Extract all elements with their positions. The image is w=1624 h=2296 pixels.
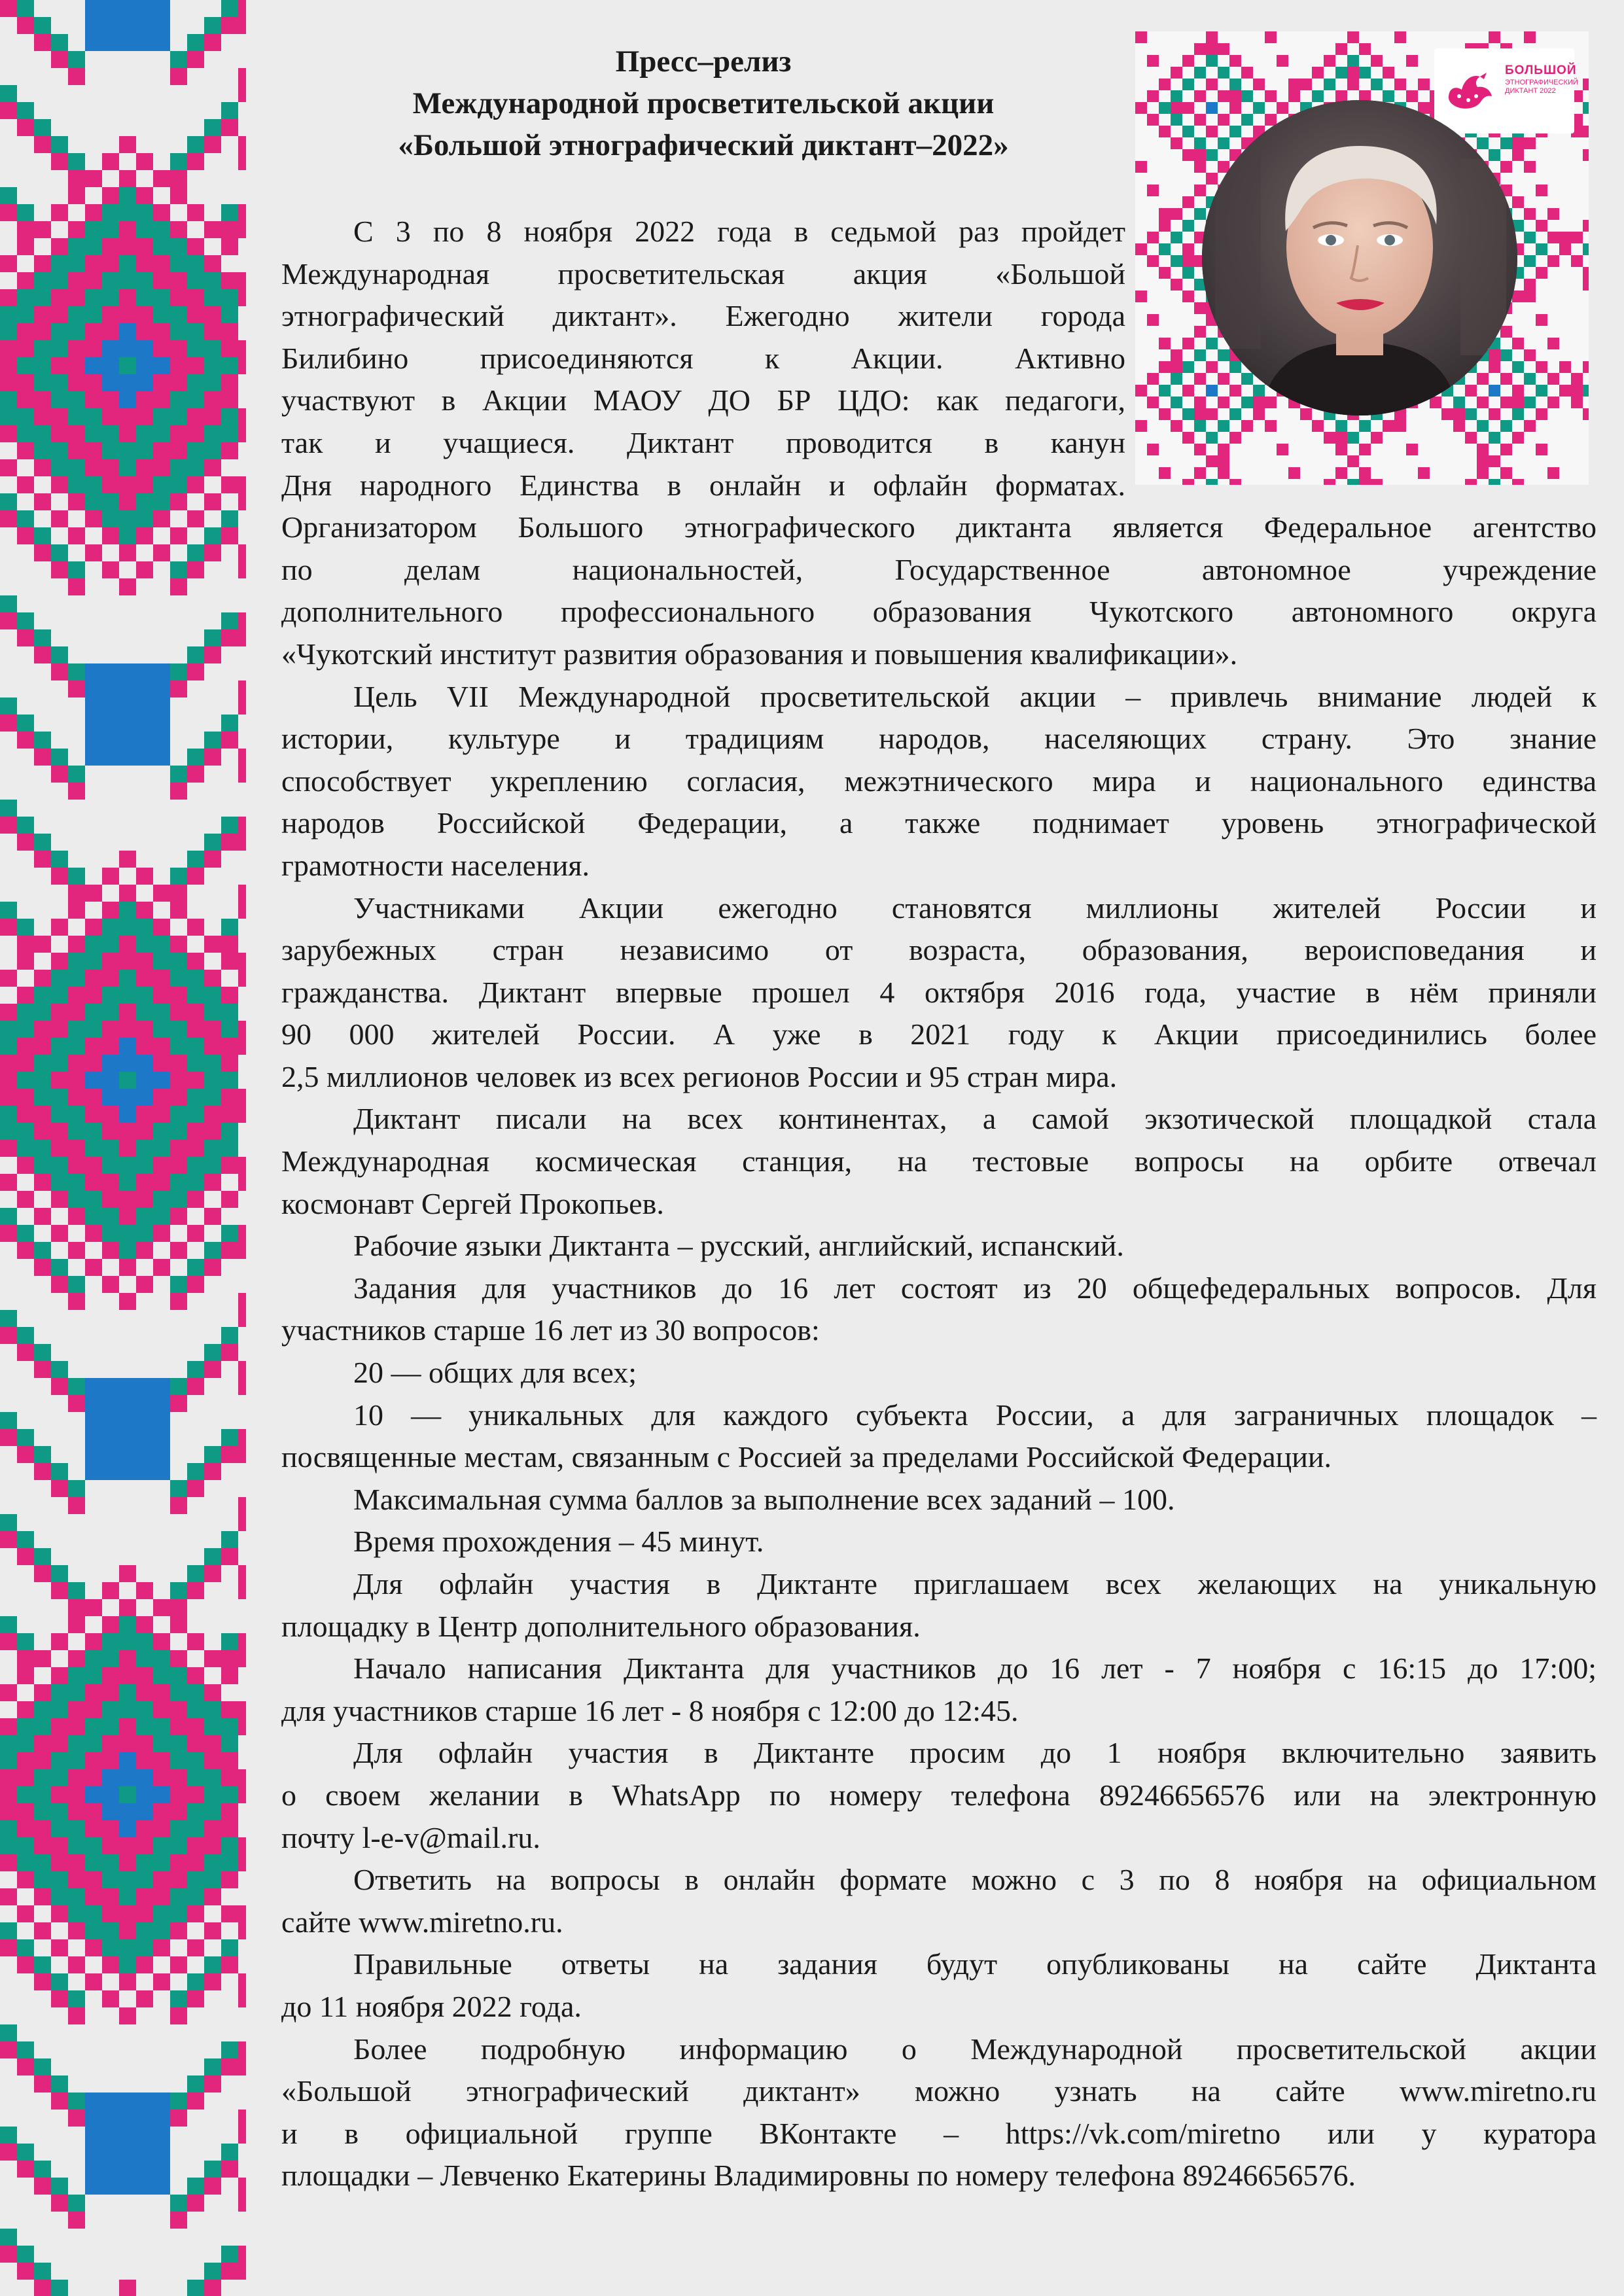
text-line: грамотности населения. [281, 848, 590, 882]
text-line: участников старше 16 лет из 30 вопросов: [281, 1313, 820, 1347]
text-line: почту l-e-v@mail.ru. [281, 1820, 540, 1854]
text-line: до 11 ноября 2022 года. [281, 1989, 582, 2023]
text-line: С 3 по 8 ноября 2022 года в седьмой раз пройдет [353, 215, 1125, 248]
text-line: Организатором Большого этнографического диктанта является Федеральное агентство [281, 510, 1597, 544]
text-line: Для офлайн участия в Диктанте приглашаем всех желающих на уникальную [353, 1567, 1597, 1600]
text-line: Более подробную информацию о Международной просветительской акции [353, 2032, 1597, 2066]
text-line: Ответить на вопросы в онлайн формате можно с 3 по 8 ноября на официальном [353, 1863, 1597, 1897]
text-line: 10 — уникальных для каждого субъекта России, а для заграничных площадок – [353, 1398, 1597, 1432]
text-line: площадку в Центр дополнительного образования. [281, 1609, 921, 1643]
text-line: о своем желании в WhatsApp по номеру телефона 89246656576 или на электронную [281, 1778, 1597, 1812]
text-line: народов Российской Федерации, а также поднимает уровень этнографической [281, 806, 1597, 840]
text-line: «Чукотский институт развития образования и повышения квалификации». [281, 637, 1238, 671]
page-title [281, 41, 1125, 166]
text-line: Рабочие языки Диктанта – русский, английский, испанский. [353, 1229, 1124, 1263]
text-line: истории, культуре и традициям народов, населяющих страну. Это знание [281, 722, 1597, 756]
text-line: площадки – Левченко Екатерины Владимировны по номеру телефона 89246656576. [281, 2159, 1356, 2193]
text-line: Правильные ответы на задания будут опубликованы на сайте Диктанта [353, 1947, 1597, 1981]
text-line: зарубежных стран независимо от возраста, образования, вероисповедания и [281, 933, 1597, 967]
text-line: участвуют в Акции МАОУ ДО БР ЦДО: как педагоги, [281, 383, 1125, 417]
text-line: космонавт Сергей Прокопьев. [281, 1186, 664, 1220]
text-line: по делам национальностей, Государственное автономное учреждение [281, 552, 1597, 586]
text-line: 90 000 жителей России. А уже в 2021 году к Акции присоединились более [281, 1017, 1597, 1051]
text-line: этнографический диктант». Ежегодно жители города [281, 299, 1125, 333]
text-line: сайте www.miretno.ru. [281, 1905, 563, 1939]
text-line: Начало написания Диктанта для участников до 16 лет - 7 ноября с 16:15 до 17:00; [353, 1651, 1597, 1686]
text-line: Диктант писали на всех континентах, а самой экзотической площадкой стала [353, 1102, 1597, 1136]
text-line: 2,5 миллионов человек из всех регионов России и 95 стран мира. [281, 1059, 1118, 1093]
text-line: и в официальной группе ВКонтакте – https://vk.com/miretno или у куратора [281, 2116, 1597, 2150]
text-line: Участниками Акции ежегодно становятся миллионы жителей России и [353, 891, 1597, 925]
ornament-border [0, 0, 246, 2296]
title-line-3: «Большой этнографический диктант–2022» [398, 128, 1009, 162]
logo-line-1: БОЛЬШОЙ [1505, 63, 1577, 77]
text-line: дополнительного профессионального образования Чукотского автономного округа [281, 595, 1597, 629]
text-line: Задания для участников до 16 лет состоят из 20 общефедеральных вопросов. Для [353, 1271, 1597, 1305]
logo-line-3: ДИКТАНТ 2022 [1505, 87, 1556, 95]
text-line: Цель VII Международной просветительской акции – привлечь внимание людей к [353, 679, 1597, 713]
press-release-body [281, 211, 1597, 2197]
text-line: Время прохождения – 45 минут. [353, 1525, 764, 1559]
text-line: Международная просветительская акция «Большой [281, 256, 1125, 291]
text-line: 20 — общих для всех; [353, 1356, 637, 1390]
text-line: Максимальная сумма баллов за выполнение всех заданий – 100. [353, 1482, 1175, 1516]
text-line: посвященные местам, связанным с Россией за пределами Российской Федерации. [281, 1440, 1332, 1474]
text-line: способствует укреплению согласия, межэтнического мира и национального единства [281, 764, 1597, 798]
title-line-1: Пресс–релиз [615, 44, 792, 79]
text-line: Международная космическая станция, на тестовые вопросы на орбите отвечал [281, 1144, 1597, 1178]
logo-line-2: ЭТНОГРАФИЧЕСКИЙ [1505, 79, 1578, 86]
text-line: Для офлайн участия в Диктанте просим до 1 ноября включительно заявить [353, 1736, 1597, 1770]
text-line: для участников старше 16 лет - 8 ноября с 12:00 до 12:45. [281, 1693, 1019, 1727]
text-line: «Большой этнографический диктант» можно узнать на сайте www.miretno.ru [281, 2074, 1597, 2108]
text-line: гражданства. Диктант впервые прошел 4 октября 2016 года, участие в нём приняли [281, 975, 1597, 1009]
text-line: Дня народного Единства в онлайн и офлайн форматах. [281, 468, 1125, 502]
text-line: Билибино присоединяются к Акции. Активно [281, 341, 1125, 375]
text-line: так и учащиеся. Диктант проводится в канун [281, 425, 1125, 459]
title-line-2: Международной просветительской акции [412, 86, 995, 120]
